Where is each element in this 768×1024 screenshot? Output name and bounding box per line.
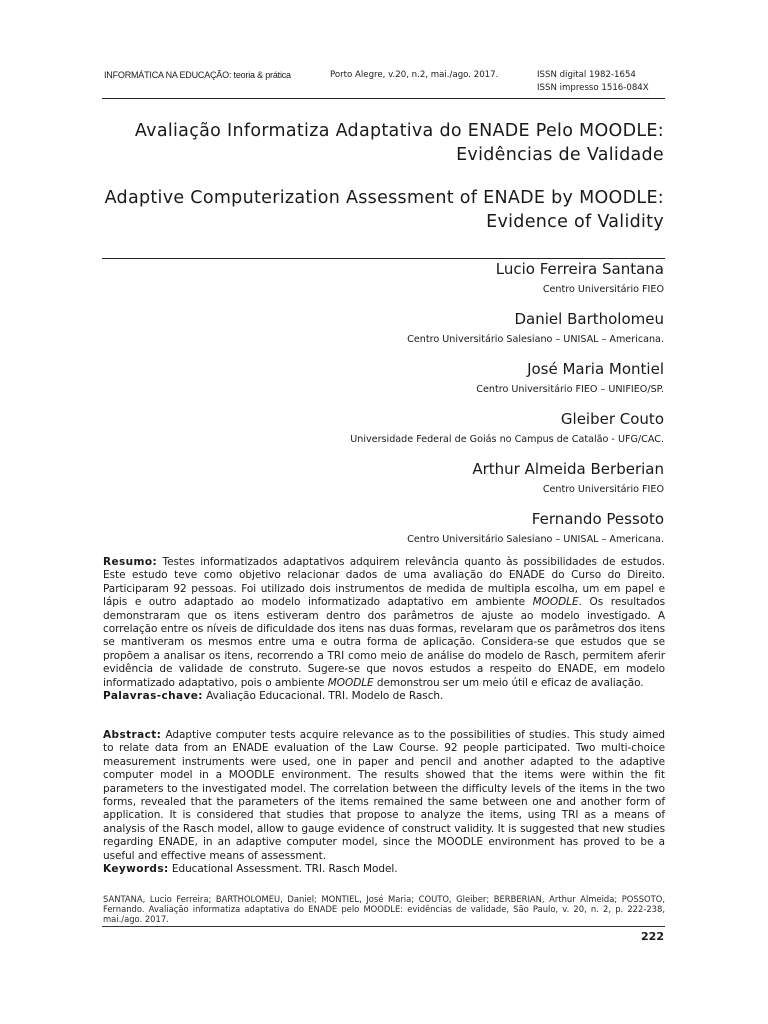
author-name: Fernando Pessoto — [531, 510, 664, 528]
keywords-label: Keywords: — [103, 863, 169, 876]
title-english: Adaptive Computerization Assessment of ENADE by MOODLE: Evidence of Validity — [104, 188, 664, 232]
author-list — [64, 259, 664, 546]
header-divider — [102, 98, 665, 99]
palavras-chave — [103, 690, 665, 703]
author-affiliation: Centro Universitário FIEO — [542, 484, 664, 495]
author-entry — [64, 359, 664, 396]
issn-digital: ISSN digital 1982-1654 — [537, 70, 636, 80]
page-number: 222 — [641, 930, 664, 943]
resumo-text: . Os resultados demonstraram que os itens estiveram dentro dos parâmetros de ajuste ao modelo investigado. A correlação entre os níveis de dificuldade dos itens nas duas formas, revelaram que os parâmetros dos itens se mantiveram os mesmos entre uma e outra forma de aplicação. Considera-se que estudos que se propõem a analisar os itens, recorrendo a TRI como meio de análise do modelo de Rasch, permitem aferir evidência de validade de construto. Sugere-se que novos estudos a respeito do ENADE, em modelo informatizado adaptativo, pois o ambiente — [103, 596, 665, 689]
author-name: Gleiber Couto — [560, 410, 664, 428]
author-entry — [64, 509, 664, 546]
author-entry — [64, 309, 664, 346]
author-affiliation: Centro Universitário FIEO — [542, 284, 664, 295]
resumo-text: demonstrou ser um meio útil e eficaz de avaliação. — [373, 676, 644, 689]
issn-block — [537, 69, 649, 95]
issn-print: ISSN impresso 1516-084X — [537, 83, 649, 93]
author-entry — [64, 259, 664, 296]
resumo-text: Testes informatizados adaptativos adquirem relevância quanto às possibilidades de estudos. Este estudo teve como objetivo relacionar dados de uma avaliação do ENADE do Curso do Direito. Participaram 92 pessoas. Foi utilizado dois instrumentos de medida de multipla escolha, um em papel e lápis e outro adaptado ao modelo informatizado adaptativo em ambiente — [103, 556, 665, 609]
keywords — [103, 863, 665, 876]
palavras-chave-label: Palavras-chave: — [103, 690, 203, 703]
issue-info: Porto Alegre, v.20, n.2, mai./ago. 2017. — [330, 70, 499, 80]
footer-divider — [102, 926, 665, 927]
author-name: Daniel Bartholomeu — [514, 310, 664, 328]
abstract-section — [103, 729, 665, 876]
abstract-text: Adaptive computer tests acquire relevance as to the possibilities of studies. This study aimed to relate data from an ENADE evaluation of the Law Course. 92 people participated. Two multi-choice measurement instruments were used, one in paper and pencil and another adapted to the adaptive computer model in a MOODLE environment. The results showed that the items were within the fit parameters to the investigated model. The correlation between the difficulty levels of the items in the two forms, revealed that the parameters of the items remained the same between one and another form of application. It is considered that studies that propose to analyze the items, using TRI as a means of analysis of the Rasch model, allow to gauge evidence of construct validity. It is suggested that new studies regarding ENADE, in an adaptive computer model, since the MOODLE environment has proved to be a useful and effective means of assessment. — [103, 729, 665, 862]
abstract-label: Abstract: — [103, 729, 162, 741]
palavras-chave-text: Avaliação Educacional. TRI. Modelo de Rasch. — [202, 690, 444, 703]
resumo-label: Resumo: — [103, 556, 158, 568]
resumo-italic-term: MOODLE — [327, 676, 374, 689]
author-name: José Maria Montiel — [527, 360, 664, 378]
journal-name: INFORMÁTICA NA EDUCAÇÃO: teoria & prática — [104, 70, 291, 80]
author-name: Lucio Ferreira Santana — [495, 260, 664, 278]
resumo-italic-term: MOODLE — [532, 596, 579, 609]
author-affiliation: Universidade Federal de Goiás no Campus de Catalão - UFG/CAC. — [350, 434, 664, 445]
resumo-section — [103, 556, 665, 703]
author-affiliation: Centro Universitário Salesiano – UNISAL – Americana. — [407, 534, 664, 545]
keywords-text: Educational Assessment. TRI. Rasch Model. — [168, 863, 398, 876]
author-affiliation: Centro Universitário Salesiano – UNISAL – Americana. — [407, 334, 664, 345]
author-affiliation: Centro Universitário FIEO – UNIFIEO/SP. — [476, 384, 664, 395]
author-entry — [64, 409, 664, 446]
author-entry — [64, 459, 664, 496]
title-portuguese: Avaliação Informatiza Adaptativa do ENADE Pelo MOODLE: Evidências de Validade — [134, 121, 664, 165]
citation: SANTANA, Lucio Ferreira; BARTHOLOMEU, Daniel; MONTIEL, José Maria; COUTO, Gleiber; BERBERIAN, Arthur Almeida; POSSOTO, Fernando. Avaliação informatiza adaptativa do ENADE pelo MOODLE: evidências de validade, São Paulo, v. 20, n. 2, p. 222-238, mai./ago. 2017. — [103, 894, 665, 924]
author-name: Arthur Almeida Berberian — [472, 460, 664, 478]
